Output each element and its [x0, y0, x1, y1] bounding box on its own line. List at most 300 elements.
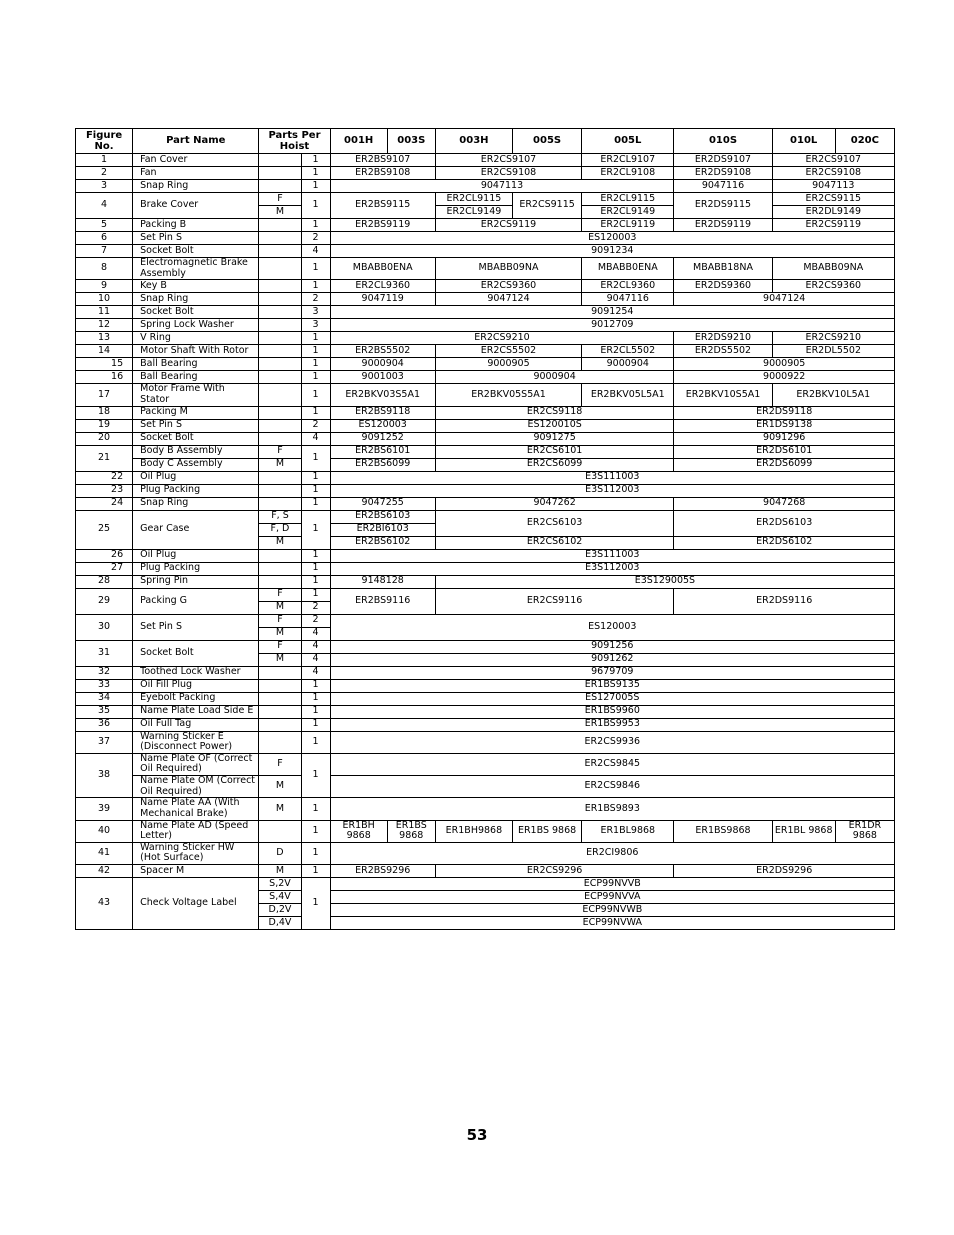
table-cell: ER1BH 9868 — [330, 820, 387, 842]
table-cell: ES120003 — [330, 614, 894, 640]
table-cell: ECP99NVWB — [330, 904, 894, 917]
table-cell: Toothed Lock Washer — [133, 666, 259, 679]
table-cell: ER1BH9868 — [435, 820, 512, 842]
table-cell: 1 — [301, 798, 330, 820]
table-cell: F — [259, 193, 301, 206]
table-cell: 9000904 — [330, 358, 435, 371]
table-cell: Electromagnetic Brake Assembly — [133, 258, 259, 280]
table-cell: Warning Sticker HW (Hot Surface) — [133, 842, 259, 864]
table-row — [76, 510, 895, 523]
table-cell: 39 — [76, 798, 133, 820]
table-cell — [259, 332, 301, 345]
table-row — [76, 406, 895, 419]
table-cell: M — [259, 798, 301, 820]
table-cell: 29 — [76, 588, 133, 614]
table-row — [76, 245, 895, 258]
table-cell: 1 — [301, 575, 330, 588]
table-cell: Socket Bolt — [133, 245, 259, 258]
table-row — [76, 588, 895, 601]
table-cell: 4 — [301, 432, 330, 445]
table-row — [76, 419, 895, 432]
table-cell — [259, 306, 301, 319]
table-cell: 1 — [76, 154, 133, 167]
table-cell: 4 — [76, 193, 133, 219]
table-cell: ER2DS9360 — [674, 280, 772, 293]
table-cell: ER2CS9107 — [772, 154, 894, 167]
table-cell: ER2CS9115 — [513, 193, 582, 219]
table-cell: E3S112003 — [330, 562, 894, 575]
table-cell — [259, 319, 301, 332]
table-cell: Set Pin S — [133, 232, 259, 245]
table-row — [76, 232, 895, 245]
table-cell: ER1BS9868 — [674, 820, 772, 842]
table-cell: ER2DS6102 — [674, 536, 895, 549]
table-cell: ER2BKV05S5A1 — [435, 384, 581, 406]
table-cell: 17 — [76, 384, 133, 406]
table-cell: ER2BKV05L5A1 — [582, 384, 674, 406]
header-model-003h: 003H — [435, 129, 512, 154]
table-cell — [259, 731, 301, 753]
table-cell — [259, 692, 301, 705]
table-cell: Check Voltage Label — [133, 878, 259, 930]
table-cell: 12 — [76, 319, 133, 332]
table-cell: 40 — [76, 820, 133, 842]
table-cell: 13 — [76, 332, 133, 345]
table-cell: 1 — [301, 219, 330, 232]
table-cell: 10 — [76, 293, 133, 306]
table-cell: E3S111003 — [330, 471, 894, 484]
table-cell: ER2BS9107 — [330, 154, 435, 167]
table-cell: 19 — [76, 419, 133, 432]
table-cell: ER2DS6099 — [674, 458, 895, 471]
table-row — [76, 731, 895, 753]
table-cell: 1 — [301, 193, 330, 219]
table-cell — [259, 471, 301, 484]
table-cell: 9091296 — [674, 432, 895, 445]
table-cell: ER1BS 9868 — [387, 820, 435, 842]
table-cell: 2 — [301, 232, 330, 245]
page-number: 53 — [466, 1126, 488, 1144]
table-cell: M — [259, 536, 301, 549]
header-model-005s: 005S — [513, 129, 582, 154]
table-cell: Fan Cover — [133, 154, 259, 167]
table-cell: ER2BS6099 — [330, 458, 435, 471]
table-cell: 25 — [76, 510, 133, 549]
table-cell — [259, 705, 301, 718]
table-row — [76, 219, 895, 232]
table-row — [76, 332, 895, 345]
table-cell: ER2DS9115 — [674, 193, 772, 219]
table-cell: Packing M — [133, 406, 259, 419]
table-cell: ER2CS9107 — [435, 154, 581, 167]
table-cell: ER2CL9107 — [582, 154, 674, 167]
table-row — [76, 345, 895, 358]
table-cell: 6 — [76, 232, 133, 245]
table-cell: ER1BS9893 — [330, 798, 894, 820]
table-cell: 1 — [301, 280, 330, 293]
table-row — [76, 549, 895, 562]
table-cell: ECP99NVWA — [330, 917, 894, 930]
table-cell: D — [259, 842, 301, 864]
table-cell: ER2CS9108 — [435, 167, 581, 180]
table-cell: 37 — [76, 731, 133, 753]
table-cell: 1 — [301, 345, 330, 358]
table-cell: Set Pin S — [133, 614, 259, 640]
table-cell: S,4V — [259, 891, 301, 904]
header-model-010l: 010L — [772, 129, 835, 154]
table-cell — [259, 432, 301, 445]
table-cell: 1 — [301, 865, 330, 878]
table-cell: 27 — [76, 562, 133, 575]
table-cell — [259, 484, 301, 497]
parts-list-table — [75, 128, 895, 930]
table-cell: 1 — [301, 445, 330, 471]
table-row — [76, 718, 895, 731]
table-cell: Packing B — [133, 219, 259, 232]
table-cell: ER2BS9115 — [330, 193, 435, 219]
table-cell: 1 — [301, 154, 330, 167]
table-cell: ER2CS5502 — [435, 345, 581, 358]
table-cell: Eyebolt Packing — [133, 692, 259, 705]
table-row — [76, 432, 895, 445]
table-cell: 1 — [301, 549, 330, 562]
table-cell — [259, 345, 301, 358]
table-row — [76, 167, 895, 180]
table-cell — [259, 562, 301, 575]
table-cell: ES127005S — [330, 692, 894, 705]
table-cell: 3 — [76, 180, 133, 193]
table-cell — [259, 293, 301, 306]
table-cell: Spring Lock Washer — [133, 319, 259, 332]
table-cell: Key B — [133, 280, 259, 293]
table-cell: M — [259, 206, 301, 219]
table-row — [76, 679, 895, 692]
table-cell: 8 — [76, 258, 133, 280]
table-cell: 9047255 — [330, 497, 435, 510]
table-header-row — [76, 129, 895, 154]
table-row — [76, 562, 895, 575]
table-cell: 9047124 — [674, 293, 895, 306]
table-cell: 2 — [301, 614, 330, 627]
table-cell: 11 — [76, 306, 133, 319]
table-cell: E3S129005S — [435, 575, 894, 588]
table-cell: 1 — [301, 878, 330, 930]
table-row — [76, 445, 895, 458]
table-cell: ER2BKV10S5A1 — [674, 384, 772, 406]
table-row — [76, 484, 895, 497]
table-cell: 30 — [76, 614, 133, 640]
table-cell — [259, 371, 301, 384]
table-cell: MBABB18NA — [674, 258, 772, 280]
table-cell — [259, 154, 301, 167]
table-cell: 9000922 — [674, 371, 895, 384]
table-cell: 9679709 — [330, 666, 894, 679]
table-cell: 1 — [301, 562, 330, 575]
table-cell: 9001003 — [330, 371, 435, 384]
table-row — [76, 371, 895, 384]
header-model-001h: 001H — [330, 129, 387, 154]
table-row — [76, 640, 895, 653]
table-cell: 31 — [76, 640, 133, 666]
table-row — [76, 193, 895, 206]
table-cell: ER2CS9845 — [330, 753, 894, 775]
table-cell — [259, 258, 301, 280]
table-cell: 4 — [301, 627, 330, 640]
table-cell: Oil Plug — [133, 549, 259, 562]
table-cell: 42 — [76, 865, 133, 878]
table-cell: ER1BS9953 — [330, 718, 894, 731]
table-cell: 1 — [301, 471, 330, 484]
table-cell — [259, 419, 301, 432]
table-cell: MBABB0ENA — [330, 258, 435, 280]
table-cell: ER1DR 9868 — [835, 820, 894, 842]
table-cell: ER2DS9116 — [674, 588, 895, 614]
table-cell: ER1BS 9868 — [513, 820, 582, 842]
table-cell: ER2CL9149 — [582, 206, 674, 219]
table-cell: ER2DS9210 — [674, 332, 772, 345]
table-cell: 1 — [301, 842, 330, 864]
table-cell: ER2DS9119 — [674, 219, 772, 232]
table-cell: ES120003 — [330, 232, 894, 245]
table-cell: ER2CS6103 — [435, 510, 674, 536]
table-cell: Oil Full Tag — [133, 718, 259, 731]
table-cell: F — [259, 614, 301, 627]
table-cell: ER2CS6102 — [435, 536, 674, 549]
parts-table-body — [76, 154, 895, 930]
table-cell: Snap Ring — [133, 180, 259, 193]
table-cell — [259, 666, 301, 679]
table-cell: ER2CL9119 — [582, 219, 674, 232]
table-cell: 22 — [76, 471, 133, 484]
table-cell: 9047262 — [435, 497, 674, 510]
table-cell: Body C Assembly — [133, 458, 259, 471]
table-cell: 9047268 — [674, 497, 895, 510]
table-cell: ER2CL9149 — [435, 206, 512, 219]
table-cell: 1 — [301, 358, 330, 371]
table-cell: 1 — [301, 384, 330, 406]
table-cell: Packing G — [133, 588, 259, 614]
table-cell: ER2CS9210 — [330, 332, 674, 345]
table-cell: Motor Frame With Stator — [133, 384, 259, 406]
table-cell: F — [259, 445, 301, 458]
table-cell: 1 — [301, 497, 330, 510]
table-cell: 24 — [76, 497, 133, 510]
table-cell: ES120003 — [330, 419, 435, 432]
table-cell: ER1BL9868 — [582, 820, 674, 842]
table-cell: ER1BS9135 — [330, 679, 894, 692]
table-cell: Gear Case — [133, 510, 259, 549]
table-row — [76, 842, 895, 864]
table-cell: 1 — [301, 258, 330, 280]
table-cell: 1 — [301, 588, 330, 601]
table-cell: 41 — [76, 842, 133, 864]
table-row — [76, 280, 895, 293]
table-cell — [259, 820, 301, 842]
table-cell: D,2V — [259, 904, 301, 917]
table-row — [76, 293, 895, 306]
table-cell: ER2CL9108 — [582, 167, 674, 180]
table-cell: 9000905 — [674, 358, 895, 371]
table-cell: M — [259, 653, 301, 666]
table-cell: 43 — [76, 878, 133, 930]
table-cell: ER2CL9360 — [582, 280, 674, 293]
table-cell: 2 — [76, 167, 133, 180]
table-cell: ER2CS9846 — [330, 776, 894, 798]
table-cell: 9000905 — [435, 358, 581, 371]
table-row — [76, 692, 895, 705]
table-cell: ER2BKV03S5A1 — [330, 384, 435, 406]
table-cell: 18 — [76, 406, 133, 419]
table-cell: ER2CS9210 — [772, 332, 894, 345]
table-cell: Oil Fill Plug — [133, 679, 259, 692]
table-cell: ER2BS9116 — [330, 588, 435, 614]
table-cell: Plug Packing — [133, 562, 259, 575]
table-cell: 1 — [301, 731, 330, 753]
table-cell: 9047116 — [674, 180, 772, 193]
table-cell: ER2BI6103 — [330, 523, 435, 536]
table-cell: 5 — [76, 219, 133, 232]
table-cell: ER1BS9960 — [330, 705, 894, 718]
table-cell: Warning Sticker E (Disconnect Power) — [133, 731, 259, 753]
table-cell: 35 — [76, 705, 133, 718]
table-cell: ER2CS9360 — [772, 280, 894, 293]
table-cell: ER1DS9138 — [674, 419, 895, 432]
table-cell: Ball Bearing — [133, 358, 259, 371]
table-cell: 9091256 — [330, 640, 894, 653]
table-cell: M — [259, 865, 301, 878]
table-cell: 1 — [301, 820, 330, 842]
table-cell: ER2BS9118 — [330, 406, 435, 419]
table-cell: 20 — [76, 432, 133, 445]
table-cell: Oil Plug — [133, 471, 259, 484]
table-cell — [259, 575, 301, 588]
table-cell: 26 — [76, 549, 133, 562]
table-cell: Socket Bolt — [133, 432, 259, 445]
table-cell: 34 — [76, 692, 133, 705]
table-cell — [259, 180, 301, 193]
table-cell: Snap Ring — [133, 497, 259, 510]
table-cell: 32 — [76, 666, 133, 679]
table-cell: ER2DS6103 — [674, 510, 895, 536]
table-row — [76, 705, 895, 718]
table-cell: ER2CL9115 — [435, 193, 512, 206]
table-cell: ER2CS9108 — [772, 167, 894, 180]
table-cell: 9047113 — [330, 180, 674, 193]
table-cell: 9091252 — [330, 432, 435, 445]
header-model-005l: 005L — [582, 129, 674, 154]
table-cell: 1 — [301, 371, 330, 384]
table-cell: 21 — [76, 445, 133, 471]
table-cell: ER2BS9296 — [330, 865, 435, 878]
table-cell: ER2DS5502 — [674, 345, 772, 358]
table-cell: 38 — [76, 753, 133, 798]
table-cell: 9047113 — [772, 180, 894, 193]
table-cell: 14 — [76, 345, 133, 358]
table-cell: 4 — [301, 245, 330, 258]
table-cell: 28 — [76, 575, 133, 588]
table-cell: M — [259, 458, 301, 471]
table-cell: Brake Cover — [133, 193, 259, 219]
table-cell: 4 — [301, 653, 330, 666]
table-cell: 15 — [76, 358, 133, 371]
table-cell: 1 — [301, 679, 330, 692]
table-cell: 1 — [301, 718, 330, 731]
table-cell — [259, 219, 301, 232]
table-cell: ER2BS9119 — [330, 219, 435, 232]
table-cell: 9000904 — [582, 358, 674, 371]
table-cell: Socket Bolt — [133, 306, 259, 319]
header-model-020c: 020C — [835, 129, 894, 154]
table-cell — [259, 679, 301, 692]
table-cell: 1 — [301, 705, 330, 718]
table-cell: Spacer M — [133, 865, 259, 878]
table-cell: ER2BS6102 — [330, 536, 435, 549]
table-cell: 1 — [301, 332, 330, 345]
table-cell: ER2DL9149 — [772, 206, 894, 219]
table-cell: 1 — [301, 406, 330, 419]
table-cell: 9091275 — [435, 432, 674, 445]
table-cell: 9012709 — [330, 319, 894, 332]
table-row — [76, 776, 895, 798]
table-row — [76, 753, 895, 775]
table-row — [76, 666, 895, 679]
table-cell: 4 — [301, 666, 330, 679]
table-row — [76, 865, 895, 878]
table-row — [76, 497, 895, 510]
table-cell: S,2V — [259, 878, 301, 891]
table-cell: 9047116 — [582, 293, 674, 306]
table-cell: ER2BS6101 — [330, 445, 435, 458]
table-cell: 1 — [301, 692, 330, 705]
table-cell: Name Plate OM (Correct Oil Required) — [133, 776, 259, 798]
table-cell: 16 — [76, 371, 133, 384]
table-cell — [259, 406, 301, 419]
table-cell: F — [259, 753, 301, 775]
table-row — [76, 306, 895, 319]
table-cell — [259, 384, 301, 406]
table-cell: 3 — [301, 319, 330, 332]
table-cell: 23 — [76, 484, 133, 497]
table-cell: Body B Assembly — [133, 445, 259, 458]
table-cell: Spring Pin — [133, 575, 259, 588]
table-cell: ER2BKV10L5A1 — [772, 384, 894, 406]
table-cell: 3 — [301, 306, 330, 319]
table-cell: E3S111003 — [330, 549, 894, 562]
table-cell: ER2CS9360 — [435, 280, 581, 293]
table-row — [76, 180, 895, 193]
table-cell: Name Plate OF (Correct Oil Required) — [133, 753, 259, 775]
table-row — [76, 575, 895, 588]
table-row — [76, 384, 895, 406]
table-row — [76, 319, 895, 332]
table-cell: ES120010S — [435, 419, 674, 432]
table-cell: Set Pin S — [133, 419, 259, 432]
table-cell: ER2DS9118 — [674, 406, 895, 419]
table-cell: ER2CI9806 — [330, 842, 894, 864]
table-cell: M — [259, 627, 301, 640]
table-row — [76, 471, 895, 484]
table-cell: ER2DS6101 — [674, 445, 895, 458]
table-cell: D,4V — [259, 917, 301, 930]
table-cell: Motor Shaft With Rotor — [133, 345, 259, 358]
table-cell: ER2CL5502 — [582, 345, 674, 358]
table-row — [76, 258, 895, 280]
table-cell: F — [259, 588, 301, 601]
table-cell: 9047119 — [330, 293, 435, 306]
table-cell: 2 — [301, 601, 330, 614]
table-cell: ER2CL9360 — [330, 280, 435, 293]
table-row — [76, 154, 895, 167]
